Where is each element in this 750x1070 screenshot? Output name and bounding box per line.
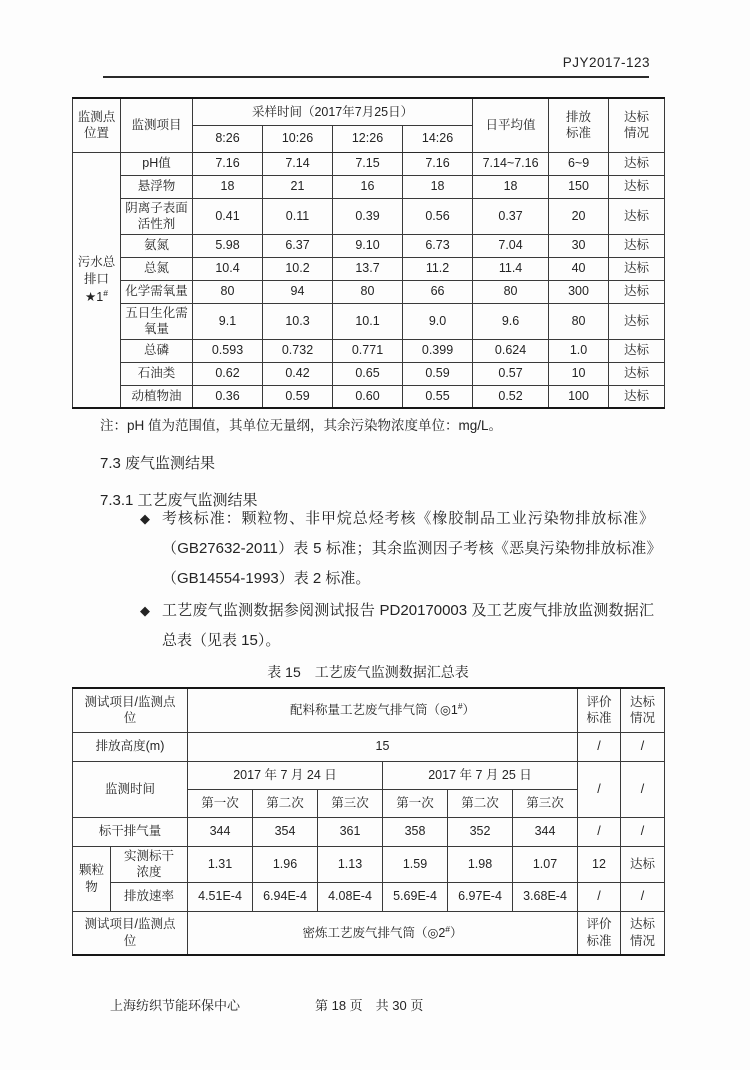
- status-cell: 达标: [609, 257, 665, 280]
- row-label-cell: 标干排气量: [73, 817, 188, 846]
- value-cell: 0.55: [403, 385, 473, 408]
- row-label-cell: 阴离子表面活性剂: [121, 198, 193, 234]
- bullet-text: 考核标准：颗粒物、非甲烷总烃考核《橡胶制品工业污染物排放标准》（GB27632-2011）表 5 标准；其余监测因子考核《恶臭污染物排放标准》（GB14554-1993）表 2 标准。: [162, 510, 654, 587]
- stack-sup: #: [457, 700, 463, 711]
- header-cell: [621, 688, 665, 732]
- header-label: 评价标准: [586, 694, 612, 726]
- value-cell: 150: [549, 175, 609, 198]
- value-cell: 13.7: [333, 257, 403, 280]
- value-cell: 9.0: [403, 303, 473, 339]
- status-cell: 达标: [609, 152, 665, 175]
- header-cell: 采样时间（2017年7月25日）: [193, 98, 473, 125]
- header-label: 评价标准: [586, 917, 612, 948]
- value-cell: 7.14~7.16: [473, 152, 549, 175]
- value-cell: 9.6: [473, 303, 549, 339]
- value-cell: 16: [333, 175, 403, 198]
- value-cell: /: [578, 732, 621, 761]
- value-cell: 15: [188, 732, 578, 761]
- value-cell: 30: [549, 234, 609, 257]
- value-cell: 80: [473, 280, 549, 303]
- section-heading-7-3-1: 7.3.1 工艺废气监测结果: [100, 492, 258, 509]
- value-cell: 94: [263, 280, 333, 303]
- stack-name-cell: [188, 688, 578, 732]
- status-cell: 达标: [609, 385, 665, 408]
- value-cell: 0.42: [263, 362, 333, 385]
- value-cell: 1.31: [188, 846, 253, 882]
- value-cell: 100: [549, 385, 609, 408]
- table-row: [73, 234, 665, 257]
- date-cell: 2017 年 7 月 25 日: [383, 761, 578, 789]
- header-cell: 监测项目: [121, 98, 193, 152]
- run-cell: 第二次: [448, 789, 513, 817]
- diamond-bullet-icon: ◆: [140, 511, 150, 526]
- header-cell: [621, 911, 665, 955]
- value-cell: 0.59: [263, 385, 333, 408]
- row-label-cell: 总氮: [121, 257, 193, 280]
- value-cell: 18: [403, 175, 473, 198]
- row-label: 实测标干浓度: [123, 848, 174, 879]
- value-cell: 1.96: [253, 846, 318, 882]
- bullet-text: 工艺废气监测数据参阅测试报告 PD20170003 及工艺废气排放监测数据汇总表（见表 15）。: [162, 602, 654, 649]
- status-cell: /: [621, 761, 665, 817]
- doc-number: PJY2017-123: [562, 55, 650, 70]
- table-row: [73, 732, 665, 761]
- mark-text: ★1: [85, 290, 104, 304]
- value-cell: 0.59: [403, 362, 473, 385]
- row-label-cell: 排放速率: [111, 882, 188, 911]
- value-cell: 7.16: [403, 152, 473, 175]
- value-cell: 0.593: [193, 339, 263, 362]
- table-row: [73, 817, 665, 846]
- value-cell: 18: [473, 175, 549, 198]
- row-label-cell: 石油类: [121, 362, 193, 385]
- value-cell: 6.97E-4: [448, 882, 513, 911]
- value-cell: 80: [333, 280, 403, 303]
- water-monitoring-table: [72, 97, 665, 409]
- value-cell: 0.732: [263, 339, 333, 362]
- status-cell: 达标: [609, 175, 665, 198]
- row-label-cell: [111, 846, 188, 882]
- header-rule: [103, 76, 649, 78]
- run-cell: 第一次: [383, 789, 448, 817]
- status-cell: /: [621, 882, 665, 911]
- value-cell: 4.08E-4: [318, 882, 383, 911]
- status-cell: 达标: [609, 362, 665, 385]
- date-cell: 2017 年 7 月 24 日: [188, 761, 383, 789]
- value-cell: 5.98: [193, 234, 263, 257]
- row-label-cell: 总磷: [121, 339, 193, 362]
- mark-sup: #: [103, 287, 108, 298]
- run-cell: 第三次: [513, 789, 578, 817]
- value-cell: 1.59: [383, 846, 448, 882]
- table-row: [73, 152, 665, 175]
- status-cell: 达标: [621, 846, 665, 882]
- value-cell: 9.1: [193, 303, 263, 339]
- value-cell: 0.11: [263, 198, 333, 234]
- value-cell: 11.4: [473, 257, 549, 280]
- value-cell: 3.68E-4: [513, 882, 578, 911]
- stack-suffix: ）: [450, 925, 463, 940]
- header-cell: [73, 911, 188, 955]
- value-cell: /: [578, 882, 621, 911]
- header-cell: 8:26: [193, 125, 263, 152]
- pollutant-group-cell: [73, 846, 111, 911]
- value-cell: 1.0: [549, 339, 609, 362]
- run-cell: 第一次: [188, 789, 253, 817]
- table-row: [73, 362, 665, 385]
- row-label-cell: 动植物油: [121, 385, 193, 408]
- table-row: [73, 175, 665, 198]
- value-cell: 10.4: [193, 257, 263, 280]
- status-cell: 达标: [609, 339, 665, 362]
- header-cell: 12:26: [333, 125, 403, 152]
- header-cell: 14:26: [403, 125, 473, 152]
- value-cell: 0.36: [193, 385, 263, 408]
- value-cell: 9.10: [333, 234, 403, 257]
- value-cell: 1.13: [318, 846, 383, 882]
- row-label-cell: 悬浮物: [121, 175, 193, 198]
- footer-page-number: 第 18 页 共 30 页: [315, 998, 424, 1013]
- table-row: [73, 882, 665, 911]
- list-item: [140, 596, 654, 656]
- value-cell: /: [578, 817, 621, 846]
- value-cell: 0.39: [333, 198, 403, 234]
- table-row: [73, 339, 665, 362]
- bullet-list: [140, 504, 654, 656]
- value-cell: 6.73: [403, 234, 473, 257]
- value-cell: 10.3: [263, 303, 333, 339]
- value-cell: 358: [383, 817, 448, 846]
- value-cell: 7.15: [333, 152, 403, 175]
- table-row: [73, 280, 665, 303]
- status-cell: /: [621, 817, 665, 846]
- status-cell: 达标: [609, 280, 665, 303]
- section-heading-7-3: 7.3 废气监测结果: [100, 455, 216, 472]
- table-row: [73, 761, 665, 789]
- table-15-title: 表 15 工艺废气监测数据汇总表: [267, 664, 469, 680]
- header-label: 达标情况: [629, 917, 655, 948]
- stack-name: 配料称量工艺废气排气筒（◎1: [289, 703, 458, 717]
- list-item: [140, 504, 654, 594]
- value-cell: 0.624: [473, 339, 549, 362]
- table-row: [73, 98, 665, 125]
- status-cell: /: [621, 732, 665, 761]
- header-cell: [73, 98, 121, 152]
- header-label: 测试项目/监测点位: [84, 694, 176, 726]
- row-label-cell: 五日生化需氧量: [121, 303, 193, 339]
- stack-sup: #: [445, 923, 451, 934]
- header-cell: 日平均值: [473, 98, 549, 152]
- value-cell: 361: [318, 817, 383, 846]
- value-cell: 1.07: [513, 846, 578, 882]
- value-cell: 0.37: [473, 198, 549, 234]
- value-cell: 0.52: [473, 385, 549, 408]
- header-cell: [578, 911, 621, 955]
- header-label: 测试项目/监测点位: [84, 917, 176, 948]
- value-cell: 1.98: [448, 846, 513, 882]
- row-label-cell: pH值: [121, 152, 193, 175]
- value-cell: 80: [193, 280, 263, 303]
- table-row: [73, 688, 665, 732]
- header-cell: [549, 98, 609, 152]
- table-row: [73, 198, 665, 234]
- value-cell: 10.1: [333, 303, 403, 339]
- table-note: 注：pH 值为范围值，其单位无量纲，其余污染物浓度单位：mg/L。: [100, 418, 503, 433]
- monitoring-point-name: 污水总排口: [77, 255, 116, 286]
- value-cell: 20: [549, 198, 609, 234]
- value-cell: 352: [448, 817, 513, 846]
- value-cell: 4.51E-4: [188, 882, 253, 911]
- value-cell: 0.65: [333, 362, 403, 385]
- value-cell: 80: [549, 303, 609, 339]
- header-label: 排放标准: [566, 109, 592, 141]
- run-cell: 第三次: [318, 789, 383, 817]
- header-label: 达标情况: [624, 109, 650, 141]
- stack-name: 密炼工艺废气排气筒（◎2: [302, 925, 446, 940]
- header-cell: [578, 688, 621, 732]
- value-cell: 344: [513, 817, 578, 846]
- header-label: 达标情况: [629, 694, 655, 726]
- gas-monitoring-table: [72, 687, 665, 956]
- status-cell: 达标: [609, 198, 665, 234]
- row-label-cell: 排放高度(m): [73, 732, 188, 761]
- value-cell: 354: [253, 817, 318, 846]
- table-row: [73, 846, 665, 882]
- value-cell: 0.60: [333, 385, 403, 408]
- value-cell: 0.57: [473, 362, 549, 385]
- value-cell: 0.771: [333, 339, 403, 362]
- value-cell: 0.56: [403, 198, 473, 234]
- pollutant-group-label: 颗粒物: [78, 863, 104, 894]
- diamond-bullet-icon: ◆: [140, 603, 150, 618]
- table-row: [73, 911, 665, 955]
- value-cell: 0.41: [193, 198, 263, 234]
- table-row: [73, 303, 665, 339]
- value-cell: 6.37: [263, 234, 333, 257]
- table-row: [73, 257, 665, 280]
- value-cell: 10: [549, 362, 609, 385]
- row-label-cell: 化学需氧量: [121, 280, 193, 303]
- value-cell: 5.69E-4: [383, 882, 448, 911]
- value-cell: 7.14: [263, 152, 333, 175]
- header-cell: 10:26: [263, 125, 333, 152]
- row-label-cell: 监测时间: [73, 761, 188, 817]
- table-row: [73, 385, 665, 408]
- row-label-cell: 氨氮: [121, 234, 193, 257]
- value-cell: 11.2: [403, 257, 473, 280]
- value-cell: 300: [549, 280, 609, 303]
- status-cell: 达标: [609, 303, 665, 339]
- value-cell: 12: [578, 846, 621, 882]
- value-cell: 21: [263, 175, 333, 198]
- stack-suffix: ）: [462, 703, 476, 717]
- header-cell: [609, 98, 665, 152]
- value-cell: 40: [549, 257, 609, 280]
- value-cell: 6.94E-4: [253, 882, 318, 911]
- value-cell: 66: [403, 280, 473, 303]
- value-cell: 10.2: [263, 257, 333, 280]
- value-cell: 344: [188, 817, 253, 846]
- value-cell: /: [578, 761, 621, 817]
- header-cell: [73, 688, 188, 732]
- value-cell: 0.62: [193, 362, 263, 385]
- stack-name-cell: [188, 911, 578, 955]
- header-label: 监测点位置: [77, 109, 116, 141]
- status-cell: 达标: [609, 234, 665, 257]
- value-cell: 6~9: [549, 152, 609, 175]
- run-cell: 第二次: [253, 789, 318, 817]
- value-cell: 7.04: [473, 234, 549, 257]
- monitoring-point-mark: [75, 289, 118, 306]
- footer-organization: 上海纺织节能环保中心: [110, 998, 241, 1013]
- monitoring-point-cell: [73, 152, 121, 408]
- value-cell: 0.399: [403, 339, 473, 362]
- value-cell: 18: [193, 175, 263, 198]
- value-cell: 7.16: [193, 152, 263, 175]
